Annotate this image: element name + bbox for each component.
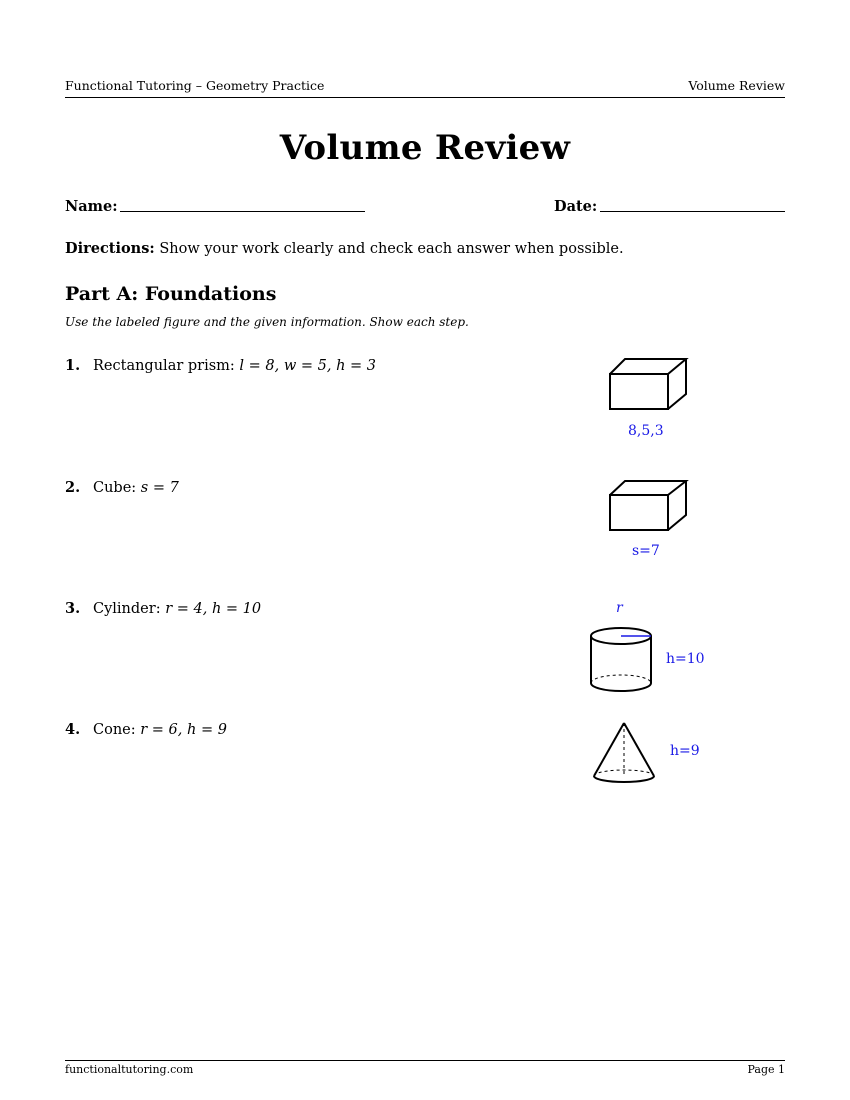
directions (65, 240, 624, 257)
problem-1 (65, 357, 376, 374)
problem-math: r = 4, h = 10 (165, 601, 262, 617)
cylinder-radius-label: r (616, 600, 623, 616)
problem-text: Rectangular prism: (93, 358, 240, 374)
problem-text: Cube: (93, 480, 141, 496)
cube-figure-label: s=7 (632, 543, 660, 559)
prism-figure-label: 8,5,3 (628, 423, 664, 439)
cone-icon (588, 718, 668, 788)
problem-number: 1. (65, 357, 81, 374)
page-title: Volume Review (279, 128, 571, 168)
problem-math: s = 7 (140, 480, 179, 496)
problem-text: Cylinder: (93, 601, 166, 617)
problem-2 (65, 479, 179, 496)
cone-height-label: h=9 (670, 743, 700, 759)
problem-math: l = 8, w = 5, h = 3 (239, 358, 377, 374)
name-label: Name: (65, 198, 118, 215)
part-a-title: Part A: Foundations (65, 283, 277, 305)
header-left: Functional Tutoring – Geometry Practice (65, 78, 325, 93)
directions-text: Show your work clearly and check each answer when possible. (159, 241, 624, 257)
page-footer (65, 1060, 785, 1076)
cylinder-height-label: h=10 (666, 651, 705, 667)
footer-left: functionaltutoring.com (65, 1063, 194, 1076)
part-a-subtitle: Use the labeled figure and the given information. Show each step. (65, 315, 469, 329)
footer-right: Page 1 (747, 1063, 785, 1076)
header-right: Volume Review (688, 78, 785, 93)
problem-3 (65, 600, 261, 617)
problem-number: 3. (65, 600, 81, 617)
problem-text: Cone: (93, 722, 141, 738)
date-field[interactable] (600, 211, 785, 212)
page-header (65, 78, 785, 98)
problem-math: r = 6, h = 9 (140, 722, 227, 738)
problem-4 (65, 721, 227, 738)
problem-number: 4. (65, 721, 81, 738)
cylinder-icon (585, 622, 665, 694)
name-field[interactable] (120, 211, 365, 212)
cube-icon (600, 472, 700, 542)
date-label: Date: (554, 198, 598, 215)
rectangular-prism-icon (600, 350, 700, 420)
problem-number: 2. (65, 479, 81, 496)
directions-label: Directions: (65, 240, 155, 257)
